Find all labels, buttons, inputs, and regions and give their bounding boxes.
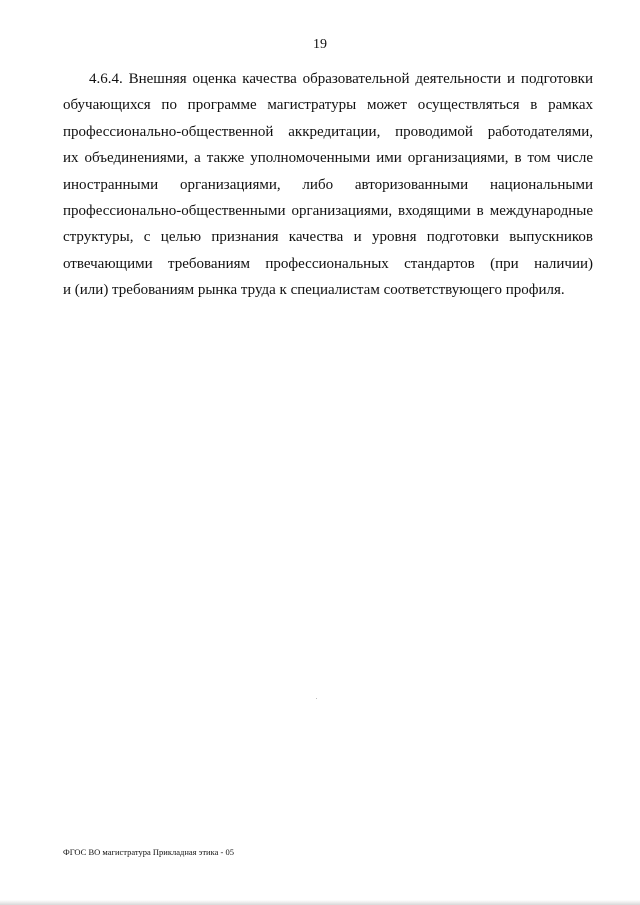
page-number: 19 — [313, 37, 327, 52]
section-paragraph — [63, 66, 593, 304]
paragraph-line: и (или) требованиям рынка труда к специалистам соответствующего профиля. — [63, 282, 565, 299]
paragraph-line: иностранными организациями, либо авторизованными национальными — [63, 176, 593, 193]
paragraph-line: обучающихся по программе магистратуры может осуществляться в рамках — [63, 97, 593, 114]
paragraph-line: профессионально-общественными организациями, входящими в международные — [63, 203, 593, 220]
paragraph-line: отвечающими требованиям профессиональных стандартов (при наличии) — [63, 255, 593, 272]
page-bottom-edge — [0, 900, 640, 905]
scan-artifact — [316, 698, 317, 699]
paragraph-line: их объединениями, а также уполномоченными ими организациями, в том числе — [63, 150, 593, 167]
paragraph-line: структуры, с целью признания качества и уровня подготовки выпускников — [63, 229, 593, 246]
paragraph-line: профессионально-общественной аккредитации, проводимой работодателями, — [63, 123, 593, 140]
document-footer: ФГОС ВО магистратура Прикладная этика - 05 — [63, 847, 234, 857]
paragraph-line: 4.6.4. Внешняя оценка качества образовательной деятельности и подготовки — [89, 71, 593, 87]
